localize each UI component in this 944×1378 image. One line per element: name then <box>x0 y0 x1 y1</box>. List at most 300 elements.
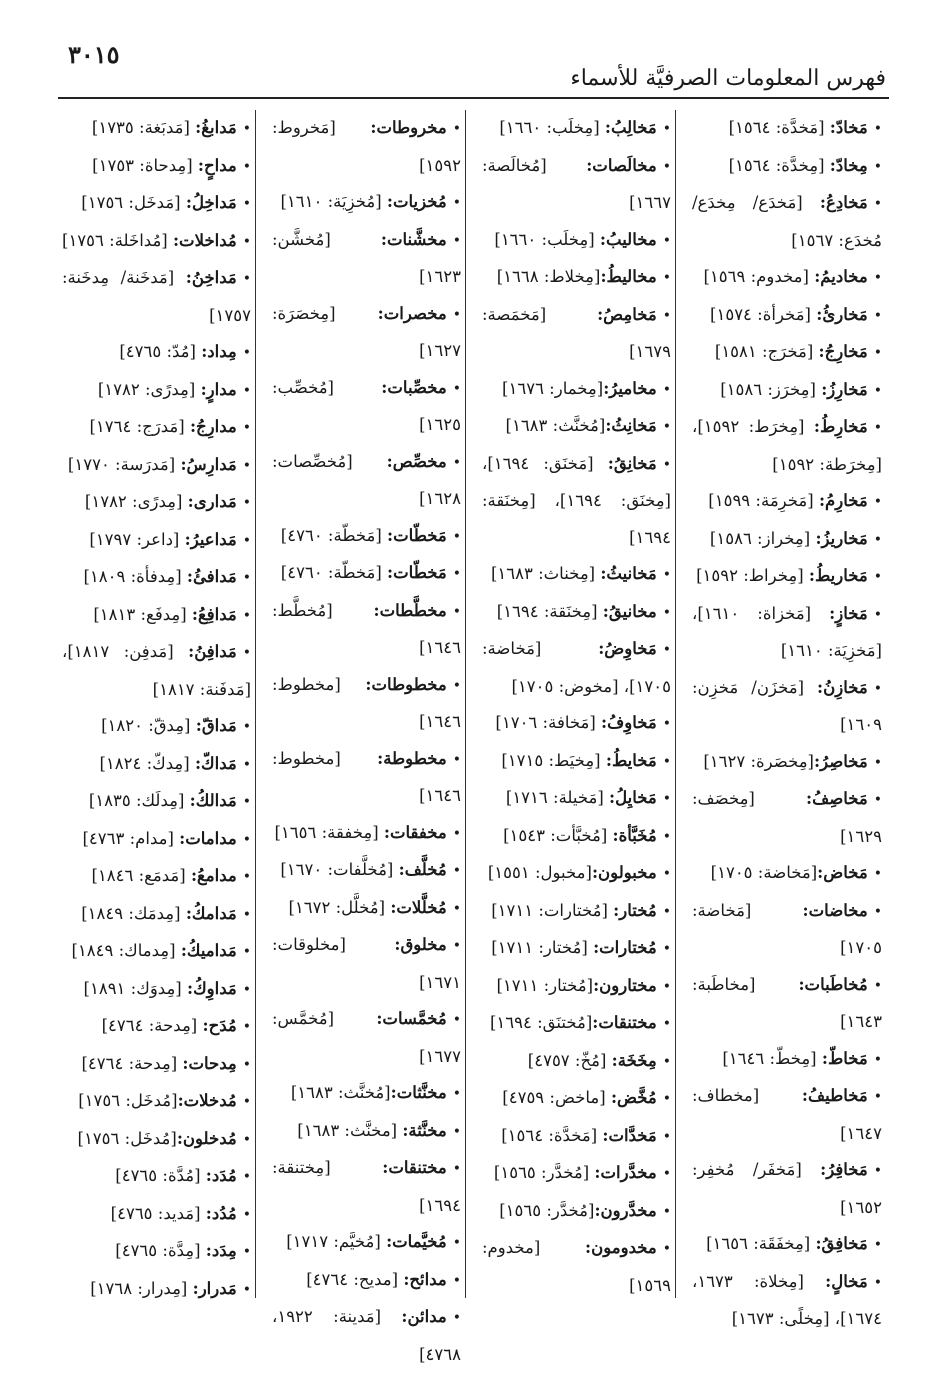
index-entry <box>62 1158 251 1196</box>
entry-reference: [مُخصِّصات: ١٦٢٨] <box>272 451 461 508</box>
entry-headword: مَدابغُ: <box>195 118 237 137</box>
bullet-icon: • <box>452 900 461 917</box>
bullet-icon: • <box>242 1206 251 1223</box>
index-entry <box>482 297 671 371</box>
entry-headword: مُدخلون: <box>176 1128 237 1148</box>
entry-headword: مخنَّثات: <box>390 1083 447 1102</box>
entry-reference: [مَخزاة: ١٦١٠]، [مَخزِيَة: ١٦١٠] <box>692 603 882 660</box>
entry-reference: [مَخفَر/ مُخفِر: ١٦٥٢] <box>692 1160 882 1217</box>
entry-reference: [مِختنقة: ١٦٩٤] <box>272 1158 461 1215</box>
bullet-icon: • <box>242 1169 251 1185</box>
entry-headword: مُدخلات: <box>177 1091 237 1110</box>
entry-reference: [مِخلَب: ١٦٦٠] <box>499 118 605 137</box>
entry-headword: مَداكّ: <box>194 753 237 773</box>
index-entry <box>482 1118 671 1156</box>
entry-reference: [مَخدَع/ مِخدَع/ مُخدَع: ١٥٦٧] <box>692 193 882 250</box>
entry-headword: مَخاريزُ: <box>815 528 868 548</box>
entry-headword: مَدارى: <box>187 492 237 511</box>
entry-reference: [مُخبَّأت: ١٥٤٣] <box>503 825 613 845</box>
entry-reference: [مَدرَسة: ١٧٧٠] <box>67 454 181 474</box>
entry-headword: مدائح: <box>403 1269 447 1289</box>
bullet-icon: • <box>662 903 671 920</box>
entry-reference: [مِدمَك: ١٨٤٩] <box>81 903 186 923</box>
bullet-icon: • <box>873 792 882 808</box>
entry-reference: [مُخنَّث: ١٦٨٣] <box>505 416 606 435</box>
entry-headword: مخدَّرون: <box>594 1200 657 1220</box>
bullet-icon: • <box>242 1019 251 1035</box>
entry-headword: مَخافِقُ: <box>815 1234 868 1253</box>
entry-reference: [مَخاضة: ١٧٠٥]، [مخوض: ١٧٠٥] <box>482 639 671 696</box>
entry-headword: مخطوطة: <box>377 748 447 768</box>
entry-reference: [مِدرًى: ١٧٨٢] <box>84 492 188 511</box>
entry-reference: [مِدوَك: ١٨٩١] <box>83 978 187 998</box>
index-entry <box>482 1230 671 1304</box>
bullet-icon: • <box>242 1056 251 1073</box>
entry-reference: [مديح: ٤٧٦٤] <box>306 1269 404 1289</box>
entry-headword: مُخلَّلات: <box>390 897 447 917</box>
page-header <box>58 38 886 98</box>
entry-headword: مخالَصات: <box>586 155 657 175</box>
index-entry <box>482 631 671 705</box>
entry-headword: مَداوِكُ: <box>186 978 237 998</box>
bullet-icon: • <box>662 791 671 807</box>
entry-reference: [مُدَّة: ٤٧٦٥] <box>115 1166 206 1185</box>
bullet-icon: • <box>452 528 461 545</box>
index-entry <box>482 1005 671 1043</box>
entry-reference: [مِدكّ: ١٨٢٤] <box>99 753 195 773</box>
bullet-icon: • <box>242 457 251 474</box>
entry-reference: [مِخراط: ١٥٩٢] <box>696 566 809 585</box>
bullet-icon: • <box>242 944 251 960</box>
entry-reference: [مُختارات: ١٧١١] <box>491 900 614 920</box>
bullet-icon: • <box>242 1244 251 1260</box>
entry-reference: [مِدقّ: ١٨٢٠] <box>101 716 196 735</box>
bullet-icon: • <box>452 1310 461 1326</box>
bullet-icon: • <box>242 495 251 511</box>
bullet-icon: • <box>452 1123 461 1140</box>
bullet-icon: • <box>873 977 882 994</box>
entry-headword: مدامعُ: <box>190 866 237 885</box>
bullet-icon: • <box>452 1086 461 1102</box>
bullet-icon: • <box>662 828 671 845</box>
index-entry <box>272 518 461 556</box>
bullet-icon: • <box>242 869 251 885</box>
entry-headword: مَخاض: <box>817 863 868 882</box>
index-entry <box>62 559 251 597</box>
bullet-icon: • <box>242 233 251 250</box>
entry-reference: [مِدفَع: ١٨١٣] <box>93 604 192 624</box>
index-entry <box>482 1193 671 1231</box>
entry-headword: مُختارات: <box>593 938 657 957</box>
column-4 <box>58 110 256 1298</box>
index-entry <box>62 971 251 1009</box>
entry-headword: مختنقات: <box>592 1013 657 1032</box>
bullet-icon: • <box>662 270 671 286</box>
index-entry <box>272 741 461 815</box>
entry-headword: مَخادِعُ: <box>819 193 868 212</box>
index-entry <box>62 110 251 148</box>
entry-headword: مَخاوِضُ: <box>598 639 657 658</box>
index-entry <box>692 1078 882 1152</box>
bullet-icon: • <box>873 866 882 882</box>
entry-reference: [مَخرَج: ١٥٨١] <box>714 342 819 361</box>
bullet-icon: • <box>242 1094 251 1110</box>
index-entry <box>62 1046 251 1084</box>
bullet-icon: • <box>873 1051 882 1068</box>
entry-headword: مُختار: <box>613 900 657 920</box>
entry-headword: مَداخِنُ: <box>185 268 237 287</box>
bullet-icon: • <box>662 1091 671 1107</box>
entry-headword: مَخافِرُ: <box>820 1160 868 1179</box>
index-entry <box>272 667 461 741</box>
index-entry <box>692 596 882 670</box>
entry-reference: [مَخدَّة: ١٥٦٤] <box>501 1125 603 1145</box>
entry-headword: مَخطّات: <box>387 525 447 545</box>
bullet-icon: • <box>873 754 882 771</box>
index-entry <box>482 408 671 446</box>
bullet-icon: • <box>873 903 882 920</box>
bullet-icon: • <box>242 906 251 923</box>
index-entry <box>482 893 671 931</box>
index-entry <box>692 148 882 186</box>
entry-reference: [مُختنَق: ١٦٩٤] <box>489 1013 593 1032</box>
bullet-icon: • <box>242 1131 251 1148</box>
bullet-icon: • <box>662 1166 671 1182</box>
entry-headword: مَخدَّات: <box>602 1125 657 1145</box>
entry-headword: مخطَّطات: <box>373 600 447 620</box>
bullet-icon: • <box>662 753 671 770</box>
index-entry <box>482 930 671 968</box>
entry-reference: [مُخصِّب: ١٦٢٥] <box>272 377 461 434</box>
bullet-icon: • <box>242 719 251 735</box>
entry-reference: [مِدماك: ١٨٤٩] <box>71 941 181 960</box>
bullet-icon: • <box>873 1237 882 1253</box>
index-entry <box>62 597 251 635</box>
entry-headword: مَخادّ: <box>829 118 868 137</box>
entry-headword: مُخمَّسات: <box>376 1009 447 1028</box>
entry-headword: مدامات: <box>179 828 237 848</box>
index-entry <box>482 818 671 856</box>
bullet-icon: • <box>662 381 671 398</box>
entry-headword: مَدافِعُ: <box>191 604 237 624</box>
index-columns <box>58 110 886 1364</box>
entry-reference: [مَديد: ٤٧٦٥] <box>110 1203 206 1223</box>
bullet-icon: • <box>873 606 882 623</box>
entry-reference: [مَخدَّة: ١٥٦٤] <box>728 118 830 137</box>
entry-headword: مخفقات: <box>383 822 447 842</box>
index-entry <box>482 446 671 557</box>
entry-headword: مُدَح: <box>202 1016 237 1035</box>
entry-headword: مخبولون: <box>591 863 657 882</box>
entry-headword: مَخازِنُ: <box>817 677 868 697</box>
index-entry <box>272 222 461 296</box>
index-entry <box>482 110 671 148</box>
index-entry <box>482 259 671 297</box>
bullet-icon: • <box>242 981 251 998</box>
bullet-icon: • <box>873 1274 882 1291</box>
entry-headword: مخاليبُ: <box>599 229 657 249</box>
entry-reference: [مُخالَصة: ١٦٦٧] <box>482 155 671 212</box>
entry-reference: [مُخلَّل: ١٦٧٢] <box>288 897 391 917</box>
column-3 <box>268 110 466 1364</box>
entry-headword: مُخيَّمات: <box>386 1232 447 1251</box>
index-entry <box>272 184 461 222</box>
entry-headword: مَخاوِفُ: <box>601 713 657 732</box>
entry-reference: [مِخرَز: ١٥٨٦] <box>720 379 822 399</box>
page-number: ٣٠١٥ <box>68 40 120 69</box>
bullet-icon: • <box>662 1128 671 1145</box>
entry-headword: مَخارئُ: <box>816 304 868 324</box>
index-entry <box>272 110 461 184</box>
entry-reference: [مَدخَل: ١٧٥٦] <box>81 193 186 212</box>
bullet-icon: • <box>873 307 882 324</box>
entry-headword: مداحٍ: <box>197 155 237 175</box>
entry-headword: مَخالٍ: <box>825 1271 868 1291</box>
bullet-icon: • <box>242 532 251 549</box>
bullet-icon: • <box>662 941 671 957</box>
index-entry <box>272 1299 461 1373</box>
entry-headword: مَخايِلُ: <box>609 788 657 807</box>
bullet-icon: • <box>242 607 251 624</box>
index-entry <box>62 409 251 447</box>
index-entry <box>62 1121 251 1159</box>
index-entry <box>692 893 882 967</box>
bullet-icon: • <box>452 1161 461 1177</box>
column-1 <box>688 110 886 1328</box>
bullet-icon: • <box>662 456 671 473</box>
entry-headword: مِدحات: <box>182 1053 237 1073</box>
entry-headword: مخطوطات: <box>365 674 447 694</box>
bullet-icon: • <box>873 569 882 585</box>
index-entry <box>62 447 251 485</box>
entry-headword: مُخَبَّأة: <box>612 825 657 845</box>
entry-headword: مِداد: <box>201 342 237 361</box>
index-entry <box>482 743 671 781</box>
entry-headword: مدائن: <box>401 1307 447 1326</box>
entry-headword: مخاليطُ: <box>600 267 657 286</box>
entry-reference: [مِخناث: ١٦٨٣] <box>490 564 601 583</box>
index-entry <box>272 1150 461 1224</box>
entry-headword: مَخطّات: <box>387 563 447 582</box>
entry-headword: مختارون: <box>593 975 657 995</box>
bullet-icon: • <box>873 494 882 510</box>
entry-headword: مخدومون: <box>585 1238 657 1257</box>
index-entry <box>62 821 251 859</box>
index-entry <box>482 148 671 222</box>
bullet-icon: • <box>873 345 882 361</box>
index-entry <box>62 783 251 821</box>
entry-reference: [مَخزَن/ مَخزِن: ١٦٠٩] <box>692 677 882 734</box>
entry-headword: مَداخِلُ: <box>185 193 237 212</box>
entry-reference: [مخدوم: ١٥٦٩] <box>482 1238 671 1295</box>
entry-headword: مَخارِطُ: <box>813 417 868 436</box>
entry-headword: مُداخلات: <box>172 230 237 250</box>
entry-headword: مَخايطُ: <box>605 750 657 770</box>
entry-reference: [مَخنَق: ١٦٩٤]، [مِخنَق: ١٦٩٤]، [مِخنَقة: ١٦٩٤] <box>482 453 671 547</box>
bullet-icon: • <box>452 1012 461 1028</box>
index-entry <box>482 1043 671 1081</box>
bullet-icon: • <box>452 121 461 137</box>
entry-reference: [مَخروط: ١٥٩٢] <box>272 118 461 175</box>
index-entry <box>692 334 882 372</box>
index-entry <box>272 370 461 444</box>
entry-headword: مَخالِبُ: <box>604 118 657 137</box>
entry-reference: [مِخصَرة: ١٦٢٧] <box>703 751 814 771</box>
index-entry <box>692 670 882 744</box>
bullet-icon: • <box>662 1016 671 1032</box>
entry-headword: مخانيقُ: <box>602 601 657 621</box>
entry-headword: مخصرات: <box>377 303 447 323</box>
bullet-icon: • <box>452 454 461 471</box>
entry-headword: مَخاطيفُ: <box>801 1086 868 1105</box>
entry-headword: مُخلَّف: <box>398 860 447 879</box>
bullet-icon: • <box>662 121 671 137</box>
index-entry <box>272 296 461 370</box>
entry-reference: [مِخدَّة: ١٥٦٤] <box>728 155 830 175</box>
index-entry <box>62 148 251 186</box>
entry-headword: مُخزيات: <box>386 192 447 211</box>
entry-reference: [مَخطّة: ٤٧٦٠] <box>280 525 388 545</box>
entry-reference: [مِخصَف: ١٦٢٩] <box>692 789 882 846</box>
bullet-icon: • <box>873 531 882 548</box>
bullet-icon: • <box>662 1053 671 1070</box>
bullet-icon: • <box>242 158 251 175</box>
bullet-icon: • <box>452 566 461 582</box>
bullet-icon: • <box>873 270 882 286</box>
entry-reference: [مخنَّث: ١٦٨٣] <box>297 1120 403 1140</box>
entry-headword: مُخَّض: <box>610 1088 657 1107</box>
index-entry <box>482 705 671 743</box>
bullet-icon: • <box>662 1203 671 1220</box>
index-entry <box>62 484 251 522</box>
entry-reference: [مِدرار: ١٧٦٨] <box>90 1278 193 1298</box>
bullet-icon: • <box>242 1281 251 1298</box>
entry-reference: [مُداخَلة: ١٧٥٦] <box>62 230 173 250</box>
entry-reference: [مَخطّة: ٤٧٦٠] <box>280 563 388 582</box>
entry-headword: مَخامِصُ: <box>597 304 657 324</box>
index-entry <box>692 185 882 259</box>
index-entry <box>62 372 251 410</box>
entry-headword: مَخاريطُ: <box>808 566 868 585</box>
bullet-icon: • <box>662 307 671 324</box>
index-entry <box>692 372 882 410</box>
entry-reference: [مُختار: ١٧١١] <box>491 938 594 957</box>
entry-headword: مَخانيثُ: <box>600 564 657 583</box>
bullet-icon: • <box>452 863 461 879</box>
index-entry <box>272 444 461 518</box>
index-entry <box>692 1041 882 1079</box>
entry-reference: [مِدَّة: ٤٧٦٥] <box>115 1241 206 1260</box>
entry-reference: [مِخلاة: ١٦٧٣، ١٦٧٤]، [مِخلًى: ١٦٧٣] <box>692 1271 882 1328</box>
index-entry <box>692 744 882 782</box>
entry-headword: مَخازٍ: <box>829 603 868 623</box>
bullet-icon: • <box>662 232 671 249</box>
bullet-icon: • <box>662 604 671 621</box>
entry-reference: [مَدرَج: ١٧٦٤] <box>89 417 190 436</box>
index-entry <box>62 858 251 896</box>
entry-reference: [مُدخَل: ١٧٥٦] <box>78 1091 178 1110</box>
index-entry <box>272 1262 461 1300</box>
entry-reference: [مخطوط: ١٦٤٦] <box>272 748 461 805</box>
entry-reference: [مُخدَّر: ١٥٦٥] <box>493 1163 595 1182</box>
entry-reference: [مِدحاة: ١٧٥٣] <box>92 155 198 175</box>
entry-headword: مختنقات: <box>382 1158 447 1177</box>
entry-reference: [مُخلَّفات: ١٦٧٠] <box>280 860 399 879</box>
index-entry <box>692 558 882 596</box>
index-entry <box>482 1080 671 1118</box>
entry-reference: [مِخلاط: ١٦٦٨] <box>496 267 601 286</box>
bullet-icon: • <box>242 271 251 287</box>
index-entry <box>272 927 461 1001</box>
entry-reference: [مخلوقات: ١٦٧١] <box>272 935 461 992</box>
entry-reference: [مَخيلة: ١٧١٦] <box>505 788 610 807</box>
bullet-icon: • <box>242 382 251 399</box>
entry-reference: [مخطوط: ١٦٤٦] <box>272 674 461 731</box>
entry-headword: مَدافئُ: <box>186 567 237 586</box>
index-entry <box>62 1083 251 1121</box>
index-entry <box>692 259 882 297</box>
bullet-icon: • <box>452 232 461 249</box>
index-entry <box>692 110 882 148</box>
bullet-icon: • <box>873 680 882 697</box>
entry-reference: [مَدينة: ١٩٢٢، ٤٧٦٨] <box>272 1307 461 1364</box>
bullet-icon: • <box>662 642 671 658</box>
entry-reference: [مَدفِن: ١٨١٧]، [مَدفَنة: ١٨١٧] <box>62 642 251 699</box>
entry-headword: مَدافِنُ: <box>188 642 237 661</box>
index-entry <box>482 594 671 632</box>
bullet-icon: • <box>662 567 671 583</box>
entry-headword: مخصِّبات: <box>381 377 447 397</box>
entry-reference: [مُخشَّن: ١٦٢٣] <box>272 229 461 286</box>
entry-headword: مَخاصِفُ: <box>806 789 868 808</box>
entry-reference: [مُخّ: ٤٧٥٧] <box>527 1050 612 1070</box>
entry-reference: [مُختار: ١٧١١] <box>496 975 594 995</box>
bullet-icon: • <box>873 158 882 175</box>
entry-reference: [مَخرأة: ١٥٧٤] <box>710 304 817 324</box>
entry-headword: مخاديمُ: <box>814 267 868 286</box>
bullet-icon: • <box>452 751 461 768</box>
entry-reference: [مخطاف: ١٦٤٧] <box>692 1086 882 1143</box>
entry-reference: [مِدلَك: ١٨٣٥] <box>88 791 190 810</box>
entry-headword: مخلوق: <box>394 935 447 954</box>
index-entry <box>272 1001 461 1075</box>
index-entry <box>62 185 251 223</box>
entry-headword: مَداعيرُ: <box>184 529 237 549</box>
entry-headword: مُدُد: <box>205 1203 237 1223</box>
entry-reference: [مُخيَّم: ١٧١٧] <box>286 1232 387 1251</box>
entry-reference: [مِخلَب: ١٦٦٠] <box>494 229 600 249</box>
bullet-icon: • <box>452 1272 461 1289</box>
bullet-icon: • <box>242 645 251 661</box>
entry-headword: مخدَّرات: <box>594 1163 657 1182</box>
index-entry <box>272 815 461 853</box>
page-title: فهرس المعلومات الصرفيَّة للأسماء <box>570 66 886 91</box>
entry-reference: [مخدوم: ١٥٦٩] <box>703 267 815 286</box>
entry-headword: مَدالكُ: <box>189 791 237 810</box>
entry-headword: مخنَّثة: <box>402 1120 447 1140</box>
index-entry <box>692 521 882 559</box>
entry-reference: [مَخاضة: ١٧٠٥] <box>692 900 882 957</box>
bullet-icon: • <box>873 420 882 436</box>
entry-headword: مِخَخَة: <box>611 1050 657 1070</box>
bullet-icon: • <box>452 677 461 694</box>
index-entry <box>62 1233 251 1271</box>
entry-reference: [مِدرًى: ١٧٨٢] <box>97 379 201 399</box>
index-entry <box>62 260 251 334</box>
entry-headword: مخاميرُ: <box>603 378 657 398</box>
bullet-icon: • <box>242 420 251 436</box>
entry-reference: [مَخاضة: ١٧٠٥] <box>710 863 818 882</box>
